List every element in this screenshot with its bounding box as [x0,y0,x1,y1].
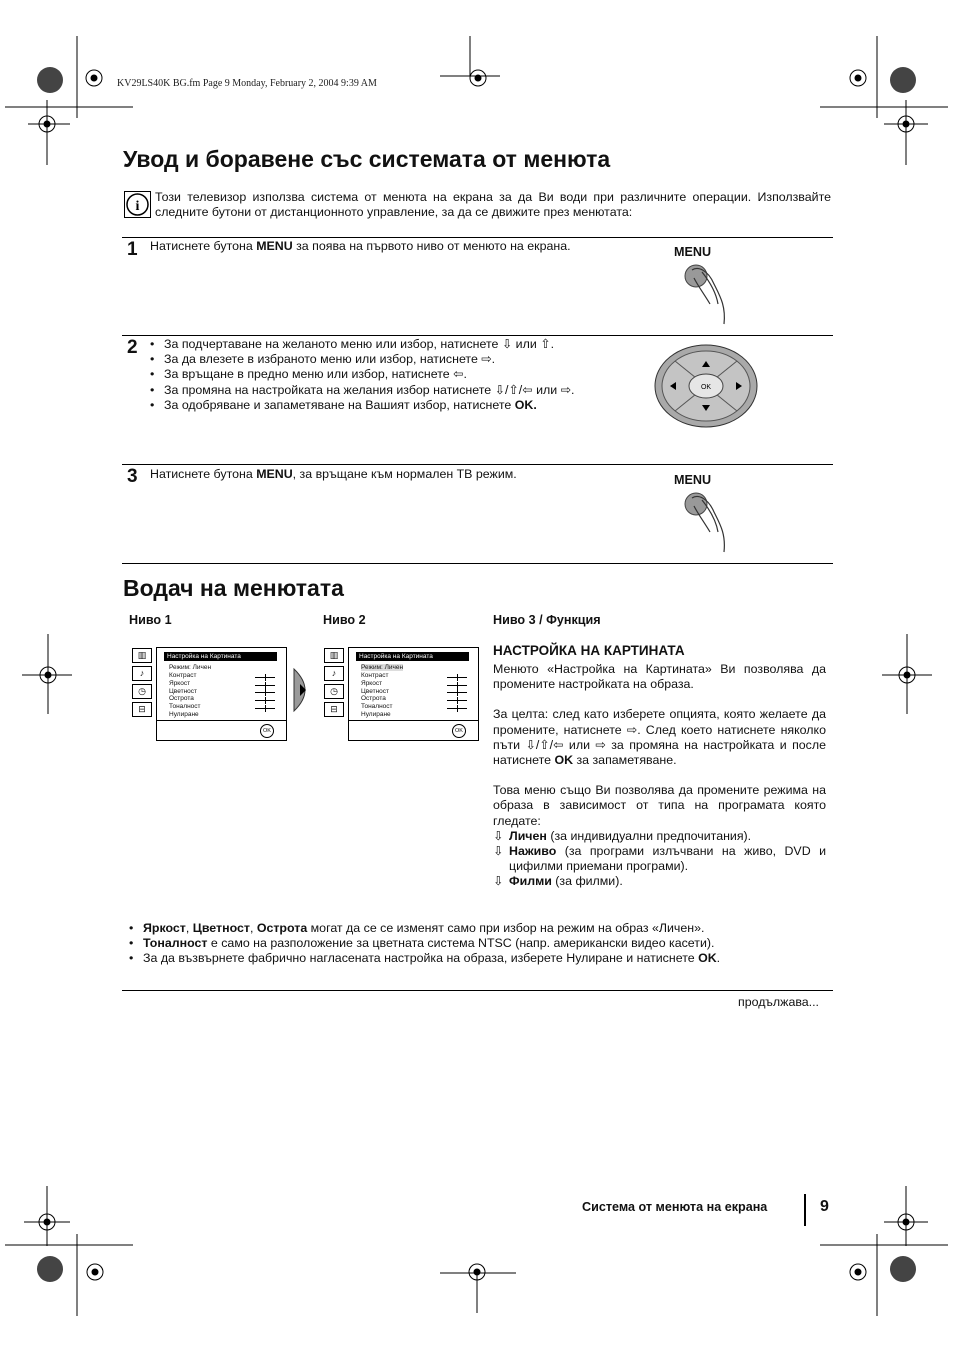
osd-row: Острота [169,695,194,702]
osd-row: Контраст [361,672,389,679]
continues-note: продължава... [738,995,819,1009]
slider [255,692,275,693]
arrow-right-icon [292,665,316,715]
notes-list [129,921,829,967]
svg-text:i: i [135,199,140,214]
slider [255,700,275,701]
page-number: 9 [820,1198,829,1215]
osd-row: Острота [361,695,386,702]
osd-row: Цветност [361,688,389,695]
mode-item: ⇩ Наживо (за програми излъчвани на живо, DVD и цифилми приемани програми). [493,844,826,874]
list-item: • За промяна на настройката на желания избор натиснете ⇩/⇧/⇦ или ⇨. [150,383,590,398]
list-item: • За да възвърнете фабрично нагласената настройка на образа, изберете Нулиране и натиснете OK. [129,951,829,966]
osd-level-1 [156,647,287,741]
paragraph: За целта: след като изберете опцията, която желаете да промените, натиснете ⇨. След което натиснете няколко пъти ⇩/⇧/⇦ или ⇨ за промяна на настройката и после натиснете OK за запаметяване. [493,707,826,768]
step-number: 1 [127,239,138,260]
picture-menu-icon: ▥ [132,648,152,663]
setup-menu-icon: ⊟ [132,702,152,717]
osd-row: Нулиране [361,711,391,718]
list-item: • За подчертаване на желаното меню или избор, натиснете ⇩ или ⇧. [150,337,590,352]
footer-divider [804,1194,806,1226]
ok-icon: OK [260,724,274,738]
timer-menu-icon: ◷ [324,684,344,699]
divider [122,990,833,991]
osd-title: Настройка на Картината [164,652,277,661]
column-header: Ниво 3 / Функция [493,613,601,627]
slider [255,685,275,686]
paragraph: Това меню също Ви позволява да промените режима на образа в зависимост от типа на програмата която гледате: [493,783,826,828]
hand-pressing-icon [680,260,750,330]
osd-row: Яркост [169,680,191,687]
osd-row: Тоналност [169,703,201,710]
osd-row: Режим: Личен [169,664,212,671]
step-number: 3 [127,466,138,487]
timer-menu-icon: ◷ [132,684,152,699]
osd-row: Нулиране [169,711,199,718]
setup-menu-icon: ⊟ [324,702,344,717]
info-icon [124,191,151,218]
navigation-pad-icon [653,343,759,429]
column-header: Ниво 2 [323,613,366,627]
slider [255,677,275,678]
divider [122,563,833,564]
step-number: 2 [127,337,138,358]
slider [255,708,275,709]
function-title: НАСТРОЙКА НА КАРТИНАТА [493,643,685,658]
list-item: • За връщане в предно меню или избор, натиснете ⇦. [150,367,590,382]
step-2-list [150,337,590,413]
divider [122,464,833,465]
function-desc [493,662,826,890]
list-item: • За одобряване и запаметяване на Вашият избор, натиснете OK. [150,398,590,413]
osd-row: Цветност [169,688,197,695]
mode-item: ⇩ Филми (за филми). [493,874,623,889]
osd-title: Настройка на Картината [356,652,469,661]
menu-button-label: MENU [674,245,712,259]
file-info: KV29LS40K BG.fm Page 9 Monday, February 2, 2004 9:39 AM [117,78,377,89]
column-header: Ниво 1 [129,613,172,627]
ok-icon: OK [452,724,466,738]
slider [447,708,467,709]
mode-item: ⇩ Личен (за индивидуални предпочитания). [493,828,752,843]
hand-pressing-icon [680,488,750,558]
step-3-text: Натиснете бутона MENU, за връщане към нормален ТВ режим. [150,467,517,481]
osd-row: Контраст [169,672,197,679]
paragraph: Менюто «Настройка на Картината» Ви позволява да промените настройката на образа. [493,662,826,692]
list-item: • Яркост, Цветност, Острота могат да се се изменят само при избор на режим на образ «Личен». [129,921,829,936]
osd-row: Тоналност [361,703,393,710]
step-1-text: Натиснете бутона MENU за поява на първото ниво от менюто на екрана. [150,239,571,253]
slider [447,685,467,686]
osd-row: Яркост [361,680,383,687]
slider [447,700,467,701]
slider [447,677,467,678]
section-title: Водач на менютата [123,575,344,601]
divider [122,237,833,238]
menu-button-label: MENU [674,473,712,487]
page-title: Увод и боравене със системата от менюта [123,146,611,172]
list-item: • За да влезете в избраното меню или избор, натиснете ⇨. [150,352,590,367]
osd-row-highlighted: Режим: Личен [361,664,404,671]
footer-section: Система от менюта на екрана [582,1200,768,1214]
sound-menu-icon: ♪ [324,666,344,681]
divider [122,335,833,336]
sound-menu-icon: ♪ [132,666,152,681]
picture-menu-icon: ▥ [324,648,344,663]
osd-level-2 [348,647,479,741]
ok-label: OK [700,384,712,391]
list-item: • Тоналност е само на разположение за цветната система NTSC (напр. американски видео касети). [129,936,829,951]
intro-text: Този телевизор използва система от менюта на екрана за да Ви води при различните операции. Използвайте следните бутони от дистанционното управление, за да се движите през менютата: [155,190,831,220]
slider [447,692,467,693]
